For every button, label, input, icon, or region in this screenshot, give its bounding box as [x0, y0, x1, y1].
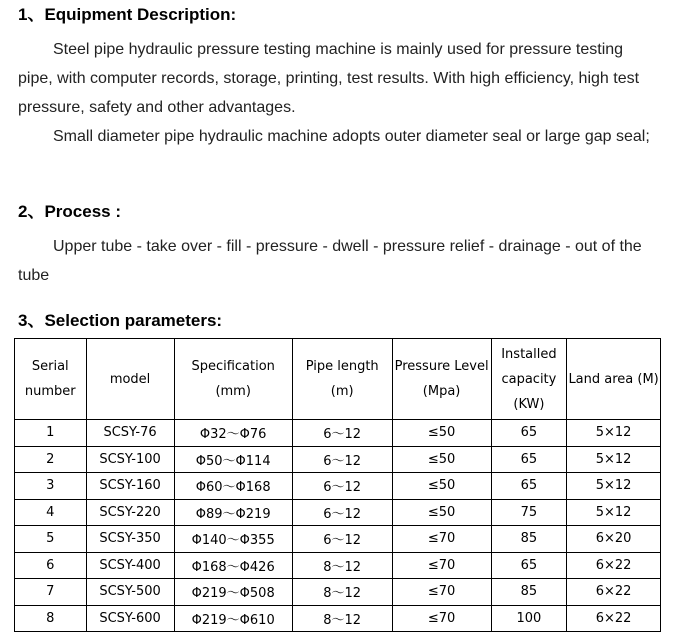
cell-serial: 4: [15, 499, 87, 526]
header-pipe-length: Pipe length (m): [292, 339, 392, 420]
table-row: [15, 446, 661, 473]
cell-pipe-length: 6～12: [292, 499, 392, 526]
cell-serial: 2: [15, 446, 87, 473]
cell-pressure-level: ≤70: [392, 579, 491, 606]
cell-installed-capacity: 100: [491, 605, 567, 632]
cell-serial: 7: [15, 579, 87, 606]
cell-model: SCSY-160: [86, 473, 174, 500]
cell-land-area: 5×12: [567, 499, 661, 526]
cell-serial: 3: [15, 473, 87, 500]
cell-installed-capacity: 85: [491, 526, 567, 553]
header-serial-number: Serial number: [15, 339, 87, 420]
cell-serial: 5: [15, 526, 87, 553]
description-paragraph-1: Steel pipe hydraulic pressure testing machine is mainly used for pressure testing pipe, with computer records, storage, printing, test results. With high efficiency, high test pressure, safety and other advantages.: [18, 41, 640, 116]
cell-land-area: 6×22: [567, 552, 661, 579]
heading-selection-parameters: 3、Selection parameters:: [18, 311, 223, 330]
heading-equipment-description: 1、Equipment Description:: [18, 5, 237, 24]
cell-specification: Φ219～Φ610: [174, 605, 292, 632]
table-row: [15, 473, 661, 500]
cell-pipe-length: 8～12: [292, 552, 392, 579]
process-paragraph: Upper tube - take over - fill - pressure - dwell - pressure relief - drainage - out of the tube: [18, 238, 642, 284]
table-row: [15, 420, 661, 447]
cell-model: SCSY-500: [86, 579, 174, 606]
cell-installed-capacity: 75: [491, 499, 567, 526]
cell-land-area: 6×20: [567, 526, 661, 553]
cell-land-area: 5×12: [567, 420, 661, 447]
cell-serial: 8: [15, 605, 87, 632]
cell-pipe-length: 6～12: [292, 420, 392, 447]
table-row: [15, 605, 661, 632]
cell-land-area: 5×12: [567, 446, 661, 473]
cell-pipe-length: 6～12: [292, 526, 392, 553]
cell-pipe-length: 6～12: [292, 473, 392, 500]
cell-pipe-length: 8～12: [292, 605, 392, 632]
cell-model: SCSY-220: [86, 499, 174, 526]
header-pressure-level: Pressure Level (Mpa): [392, 339, 491, 420]
cell-specification: Φ219～Φ508: [174, 579, 292, 606]
table-header-row: [15, 339, 661, 420]
cell-specification: Φ89～Φ219: [174, 499, 292, 526]
cell-installed-capacity: 65: [491, 473, 567, 500]
cell-land-area: 6×22: [567, 605, 661, 632]
cell-pressure-level: ≤70: [392, 605, 491, 632]
cell-specification: Φ140～Φ355: [174, 526, 292, 553]
description-paragraph-2: Small diameter pipe hydraulic machine adopts outer diameter seal or large gap seal;: [53, 128, 650, 145]
table-row: [15, 579, 661, 606]
header-model: model: [86, 339, 174, 420]
cell-specification: Φ50～Φ114: [174, 446, 292, 473]
cell-model: SCSY-400: [86, 552, 174, 579]
cell-pressure-level: ≤50: [392, 446, 491, 473]
cell-model: SCSY-100: [86, 446, 174, 473]
cell-installed-capacity: 65: [491, 446, 567, 473]
selection-parameters-table: [14, 338, 661, 632]
cell-installed-capacity: 85: [491, 579, 567, 606]
cell-pressure-level: ≤50: [392, 420, 491, 447]
table-row: [15, 499, 661, 526]
cell-pressure-level: ≤70: [392, 526, 491, 553]
cell-pressure-level: ≤50: [392, 499, 491, 526]
cell-model: SCSY-350: [86, 526, 174, 553]
table-body: [15, 420, 661, 632]
cell-serial: 6: [15, 552, 87, 579]
cell-serial: 1: [15, 420, 87, 447]
cell-pressure-level: ≤50: [392, 473, 491, 500]
header-installed-capacity: Installed capacity (KW): [491, 339, 567, 420]
cell-specification: Φ168～Φ426: [174, 552, 292, 579]
header-specification: Specification (mm): [174, 339, 292, 420]
cell-specification: Φ60～Φ168: [174, 473, 292, 500]
cell-pipe-length: 6～12: [292, 446, 392, 473]
cell-land-area: 6×22: [567, 579, 661, 606]
table-row: [15, 526, 661, 553]
cell-pressure-level: ≤70: [392, 552, 491, 579]
cell-specification: Φ32～Φ76: [174, 420, 292, 447]
header-land-area: Land area (M): [567, 339, 661, 420]
cell-installed-capacity: 65: [491, 420, 567, 447]
cell-pipe-length: 8～12: [292, 579, 392, 606]
cell-installed-capacity: 65: [491, 552, 567, 579]
cell-model: SCSY-76: [86, 420, 174, 447]
cell-land-area: 5×12: [567, 473, 661, 500]
table-row: [15, 552, 661, 579]
cell-model: SCSY-600: [86, 605, 174, 632]
heading-process: 2、Process :: [18, 202, 121, 221]
